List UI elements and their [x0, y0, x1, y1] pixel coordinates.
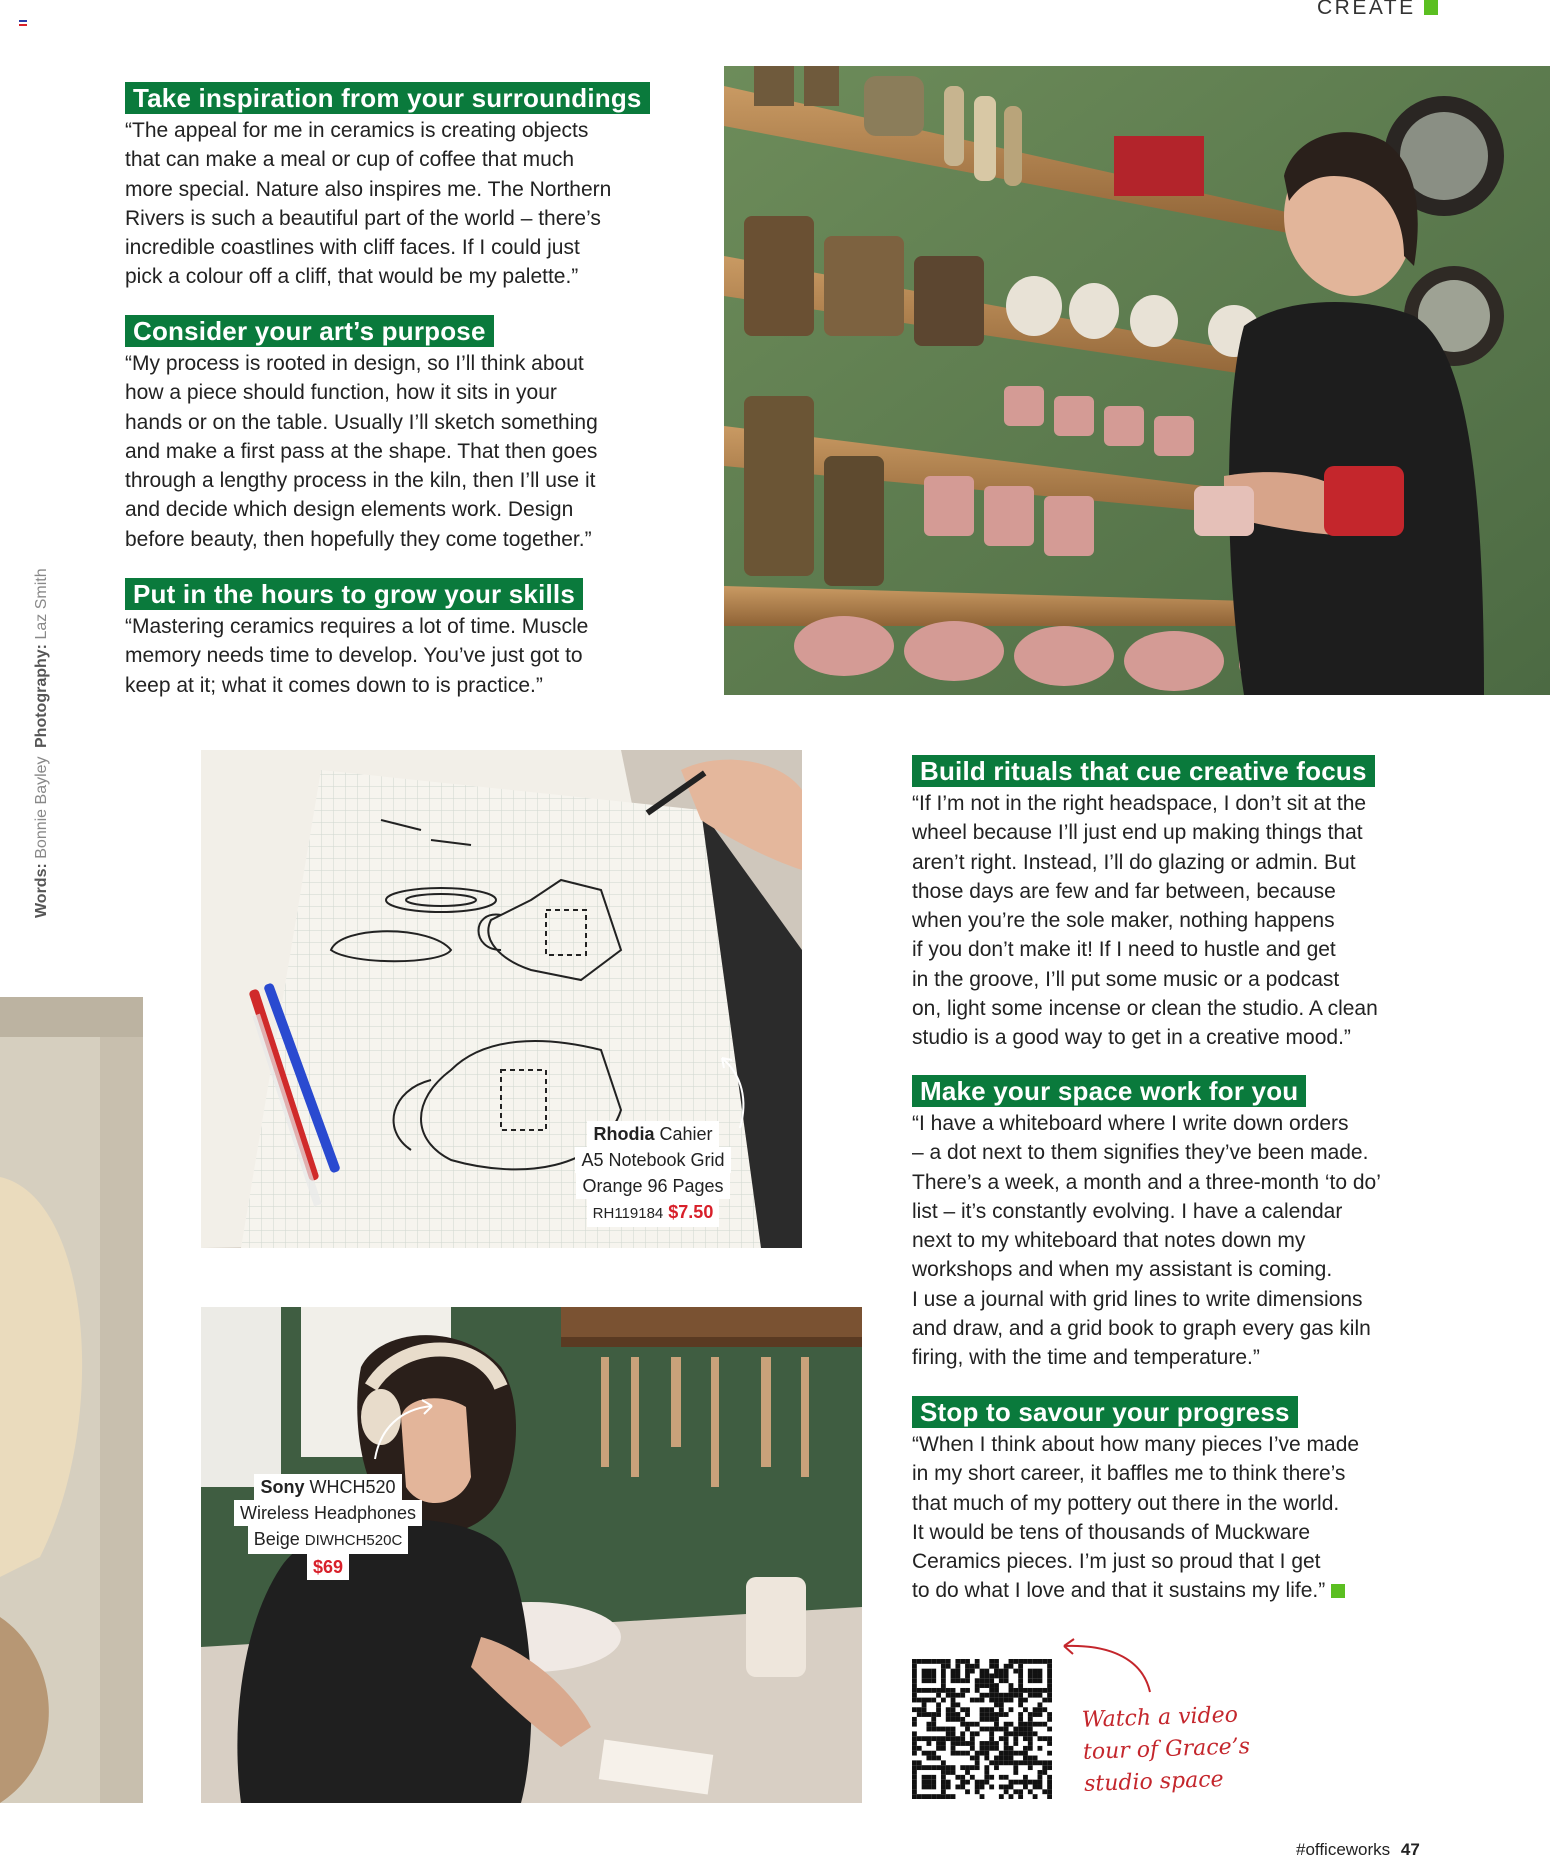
qr-callout [1081, 1699, 1251, 1801]
headphones-caption-line2 [218, 1500, 438, 1526]
body-line: “I have a whiteboard where I write down orders [912, 1112, 1349, 1135]
body-line: There’s a week, a month and a three-month ‘to do’ [912, 1170, 1381, 1194]
body-line: through a lengthy process in the kiln, then I’ll use it [125, 469, 596, 493]
headphones-brand: Sony [260, 1477, 305, 1497]
body-line: It would be tens of thousands of Muckware [912, 1520, 1311, 1544]
section-heading: Consider your art’s purpose [125, 315, 494, 347]
qr-callout-line: studio space [1083, 1767, 1225, 1797]
section-label-square [1424, 0, 1438, 15]
photo-potter-shelves [724, 66, 1550, 695]
body-line: memory needs time to develop. You’ve just got to [125, 644, 583, 668]
body-line: how a piece should function, how it sits in your [125, 381, 557, 405]
credit-words-name: Bonnie Bayley [33, 756, 50, 859]
headphones-caption-arrow-icon [370, 1394, 440, 1464]
headphones-caption-line4 [218, 1554, 438, 1580]
notebook-caption-line2 [568, 1147, 738, 1173]
qr-callout-line: tour of Grace’s [1082, 1734, 1251, 1765]
section-body [125, 349, 598, 554]
photo-edge-wheel-art [0, 997, 143, 1803]
body-line: workshops and when my assistant is coming. [912, 1258, 1333, 1282]
body-line: pick a colour off a cliff, that would be my palette.” [125, 265, 579, 289]
body-line: hands or on the table. Usually I’ll sketch something [125, 410, 598, 434]
body-line: and make a first pass at the shape. That then goes [125, 439, 598, 463]
headphones-sku: DIWHCH520C [304, 1532, 403, 1549]
credit-photo-label: Photography: [33, 643, 50, 748]
body-line: when you’re the sole maker, nothing happens [912, 909, 1335, 933]
section-body [125, 612, 588, 700]
body-line: studio is a good way to get in a creative mood.” [912, 1026, 1351, 1050]
section-body [125, 116, 650, 292]
body-line: before beauty, then hopefully they come together.” [125, 527, 592, 551]
body-line: “My process is rooted in design, so I’ll think about [125, 352, 584, 375]
photo-credits [33, 568, 51, 918]
section-skills [125, 578, 588, 700]
body-line: Rivers is such a beautiful part of the world – there’s [125, 206, 601, 230]
body-line: more special. Nature also inspires me. The Northern [125, 177, 612, 201]
body-line: if you don’t make it! If I need to hustle and get [912, 938, 1336, 962]
body-line: “The appeal for me in ceramics is creating objects [125, 119, 589, 142]
section-heading: Make your space work for you [912, 1075, 1306, 1107]
body-line: Ceramics pieces. I’m just so proud that I get [912, 1550, 1321, 1574]
section-body [912, 1109, 1381, 1373]
section-heading: Build rituals that cue creative focus [912, 755, 1375, 787]
body-line: aren’t right. Instead, I’ll do glazing or admin. But [912, 850, 1356, 874]
body-line: in my short career, it baffles me to think there’s [912, 1462, 1346, 1486]
section-purpose [125, 315, 598, 554]
end-square-icon [1331, 1584, 1345, 1598]
corner-mark-icon [19, 20, 27, 26]
qr-callout-line: Watch a video [1081, 1702, 1239, 1733]
headphones-price: $69 [307, 1554, 349, 1580]
section-heading: Stop to savour your progress [912, 1396, 1298, 1428]
credit-words-label: Words: [33, 863, 50, 918]
body-line: and draw, and a grid book to graph every gas kiln [912, 1317, 1371, 1341]
section-progress [912, 1396, 1359, 1606]
notebook-price: $7.50 [668, 1202, 714, 1222]
body-line: “Mastering ceramics requires a lot of time. Muscle [125, 615, 589, 638]
body-line: “When I think about how many pieces I’ve made [912, 1433, 1360, 1456]
body-line: incredible coastlines with cliff faces. If I could just [125, 236, 580, 260]
body-line: that much of my pottery out there in the world. [912, 1491, 1340, 1515]
headphones-desc: Wireless Headphones [234, 1500, 422, 1526]
body-line: that can make a meal or cup of coffee that much [125, 148, 575, 172]
section-label: CREATE [1317, 0, 1416, 19]
headphones-caption [218, 1474, 438, 1580]
body-line: in the groove, I’ll put some music or a podcast [912, 967, 1340, 991]
headphones-colour: Beige [253, 1529, 300, 1549]
notebook-caption-line3 [568, 1173, 738, 1199]
qr-callout-arrow-icon [1058, 1636, 1158, 1696]
notebook-sku: RH119184 [592, 1205, 664, 1222]
credit-photo-name: Laz Smith [33, 568, 50, 640]
body-line: wheel because I’ll just end up making things that [912, 821, 1363, 845]
footer-hashtag: #officeworks [1296, 1840, 1391, 1859]
notebook-brand: Rhodia [593, 1124, 655, 1144]
body-line: keep at it; what it comes down to is practice.” [125, 673, 543, 697]
body-line: list – it’s constantly evolving. I have a calendar [912, 1199, 1343, 1223]
notebook-caption-line4 [568, 1199, 738, 1227]
headphones-caption-line1 [218, 1474, 438, 1500]
section-space [912, 1075, 1381, 1373]
section-rituals [912, 755, 1378, 1053]
notebook-caption-arrow-icon [712, 1050, 752, 1130]
headphones-caption-line3 [218, 1526, 438, 1554]
body-line: I use a journal with grid lines to write dimensions [912, 1287, 1363, 1311]
notebook-desc: A5 Notebook Grid [575, 1147, 730, 1173]
body-line-text: to do what I love and that it sustains my life.” [912, 1579, 1326, 1603]
notebook-caption [568, 1121, 738, 1227]
section-heading: Put in the hours to grow your skills [125, 578, 583, 610]
body-line: on, light some incense or clean the studio. A clean [912, 997, 1378, 1021]
notebook-desc-2: Orange 96 Pages [576, 1173, 729, 1199]
section-heading: Take inspiration from your surroundings [125, 82, 650, 114]
body-line [912, 1576, 1359, 1605]
body-line: and decide which design elements work. Design [125, 498, 574, 522]
body-line: “If I’m not in the right headspace, I don’t sit at the [912, 792, 1367, 815]
photo-edge-wheel [0, 997, 143, 1803]
body-line: firing, with the time and temperature.” [912, 1346, 1260, 1370]
body-line: those days are few and far between, because [912, 879, 1336, 903]
notebook-name: Cahier [659, 1124, 713, 1144]
section-body [912, 1430, 1359, 1606]
section-surroundings [125, 82, 650, 292]
body-line: – a dot next to them signifies they’ve been made. [912, 1141, 1369, 1165]
headphones-name: WHCH520 [309, 1477, 396, 1497]
section-body [912, 789, 1378, 1053]
body-line: next to my whiteboard that notes down my [912, 1229, 1306, 1253]
photo-potter-shelves-art [724, 66, 1550, 695]
footer [1296, 1840, 1420, 1860]
page-number: 47 [1400, 1840, 1420, 1859]
qr-code[interactable] [912, 1659, 1052, 1799]
